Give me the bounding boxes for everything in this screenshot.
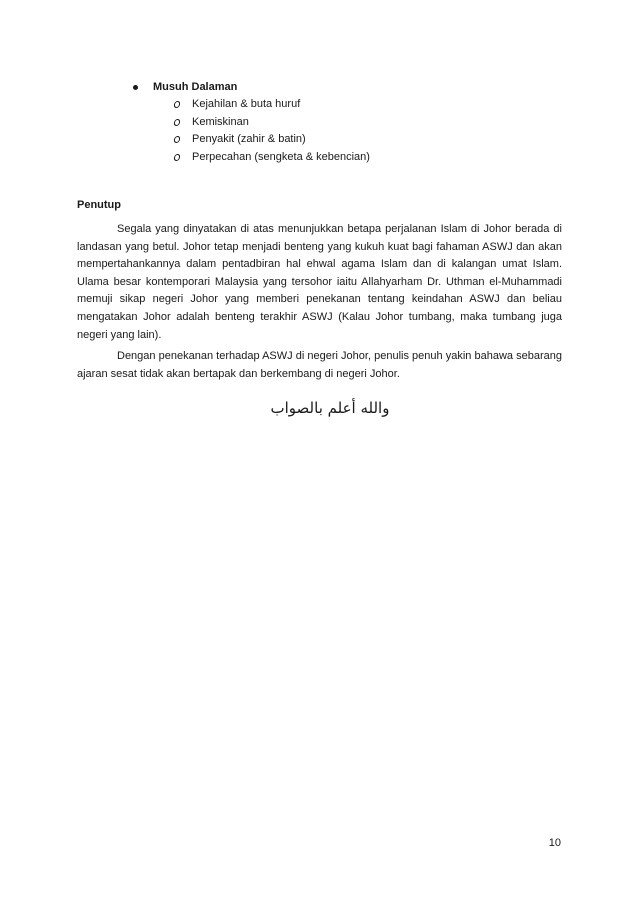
circle-bullet-icon bbox=[173, 136, 180, 143]
circle-bullet-icon bbox=[173, 119, 180, 126]
circle-bullet-icon bbox=[173, 154, 180, 161]
sub-bullet-label: Kejahilan & buta huruf bbox=[192, 98, 301, 110]
sub-bullet-label: Penyakit (zahir & batin) bbox=[192, 133, 306, 145]
body-paragraph: Dengan penekanan terhadap ASWJ di negeri Johor, penulis penuh yakin bahawa sebarang ajaran sesat tidak akan bertapak dan berkembang di negeri Johor. bbox=[77, 350, 562, 380]
bullet-label: Musuh Dalaman bbox=[153, 81, 238, 93]
sub-bullet-label: Perpecahan (sengketa & kebencian) bbox=[192, 150, 370, 163]
body-paragraph: Segala yang dinyatakan di atas menunjukkan betapa perjalanan Islam di Johor berada di landasan yang betul. Johor tetap menjadi benteng yang kukuh kuat bagi fahaman ASWJ dan akan mempertahankannya dalam pentadbiran hal ehwal agama Islam dan di kalangan umat Islam. Ulama besar kontemporari Malaysia yang tersohor iaitu Allahyarham Dr. Uthman el-Muhammadi memuji sikap negeri Johor yang memberi penekanan tentang keindahan ASWJ dan beliau mengatakan Johor adalah benteng terakhir ASWJ (Kalau Johor tumbang, maka tumbang juga negeri yang lain). bbox=[77, 223, 562, 341]
arabic-closing-phrase: والله أعلم بالصواب bbox=[270, 399, 390, 417]
page-number: 10 bbox=[548, 837, 561, 849]
bullet-dot-icon bbox=[133, 85, 138, 90]
section-heading: Penutup bbox=[77, 199, 121, 211]
sub-bullet-label: Kemiskinan bbox=[192, 115, 249, 128]
circle-bullet-icon bbox=[173, 101, 180, 108]
